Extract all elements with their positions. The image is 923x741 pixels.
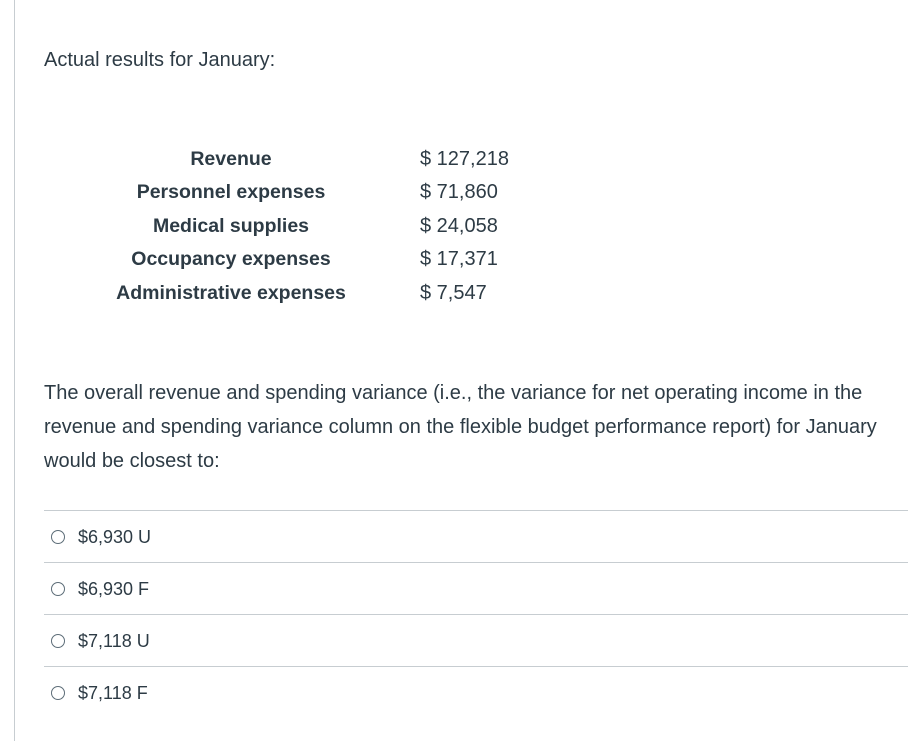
radio-button-icon[interactable] xyxy=(51,582,65,596)
content-left-border xyxy=(14,0,15,741)
answer-option-3[interactable] xyxy=(44,614,908,666)
intro-text: Actual results for January: xyxy=(44,49,276,71)
table-row xyxy=(100,276,509,310)
row-label: Medical supplies xyxy=(152,214,310,237)
row-label: Revenue xyxy=(190,147,272,170)
table-row xyxy=(100,243,509,277)
row-label: Administrative expenses xyxy=(116,281,346,304)
answer-option-1[interactable] xyxy=(44,510,908,562)
answer-label[interactable]: $6,930 F xyxy=(78,578,150,599)
row-value: $ 71,860 xyxy=(420,181,498,204)
row-value: $ 127,218 xyxy=(420,147,509,170)
radio-button-icon[interactable] xyxy=(51,686,65,700)
table-row xyxy=(100,142,509,176)
row-label: Occupancy expenses xyxy=(131,248,331,271)
answer-list xyxy=(44,510,908,718)
row-label: Personnel expenses xyxy=(136,181,326,204)
table-row xyxy=(100,209,509,243)
row-value: $ 24,058 xyxy=(420,214,498,237)
row-value: $ 17,371 xyxy=(420,248,498,271)
radio-button-icon[interactable] xyxy=(51,634,65,648)
radio-button-icon[interactable] xyxy=(51,530,65,544)
answer-option-4[interactable] xyxy=(44,666,908,718)
table-row xyxy=(100,176,509,210)
answer-option-2[interactable] xyxy=(44,562,908,614)
answer-label[interactable]: $7,118 F xyxy=(78,682,148,703)
row-value: $ 7,547 xyxy=(420,281,487,304)
question-text: The overall revenue and spending variance (i.e., the variance for net operating income in the revenue and spending variance column on the flexible budget performance report) for January would be closest to: xyxy=(44,382,877,472)
answer-label[interactable]: $7,118 U xyxy=(78,630,150,651)
answer-label[interactable]: $6,930 U xyxy=(78,526,152,547)
actual-results-table xyxy=(100,142,509,310)
